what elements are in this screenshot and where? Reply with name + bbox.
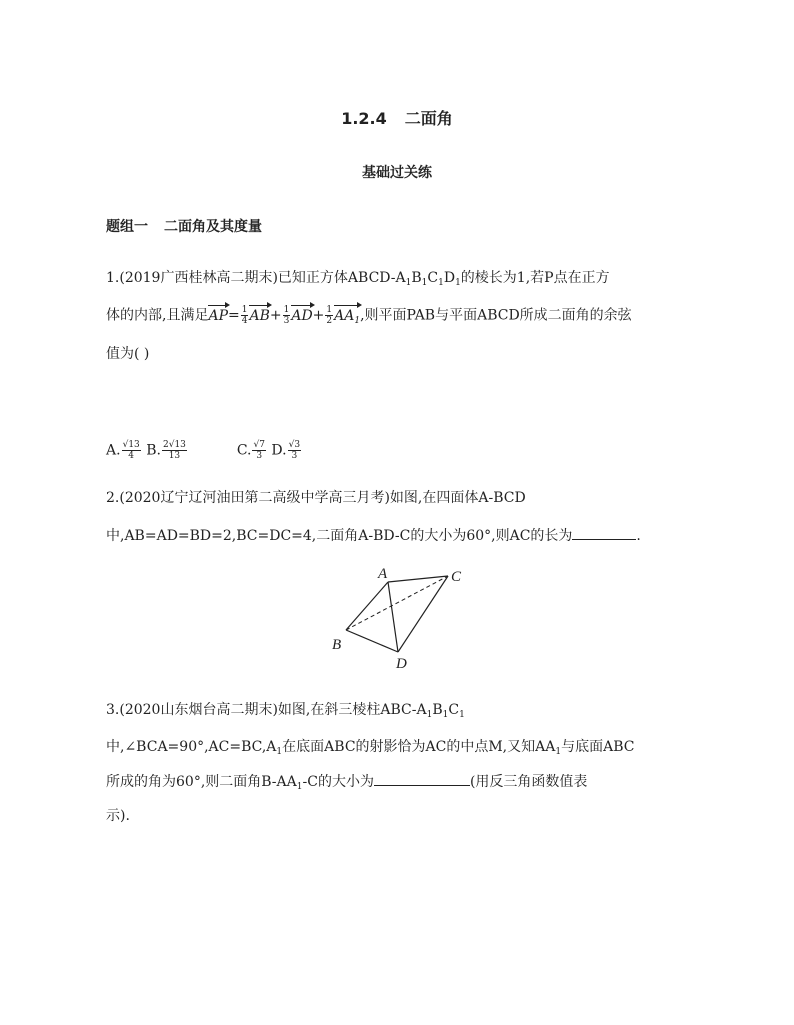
fraction-one-quarter <box>241 305 249 326</box>
section-title <box>0 106 794 129</box>
subscript: 1 <box>421 278 428 288</box>
option-a-label: A. <box>106 442 121 459</box>
q3-text: C <box>448 702 460 718</box>
radicand: 13 <box>174 440 186 450</box>
section-number: 1.2.4 <box>341 109 387 128</box>
sqrt-icon: √ <box>168 440 175 450</box>
vector-ab: AB <box>249 307 270 324</box>
radicand: 3 <box>294 440 301 450</box>
edge-bc-hidden <box>346 576 448 630</box>
q1-text: C <box>427 270 439 286</box>
denominator: 13 <box>168 451 181 461</box>
subscript: 1 <box>438 278 444 288</box>
question-1-line-1 <box>106 268 696 293</box>
denominator: 3 <box>291 451 298 461</box>
question-1-line-3: 值为( ) <box>106 346 150 362</box>
denominator: 3 <box>283 316 290 326</box>
sqrt-icon: √ <box>253 440 260 450</box>
numerator <box>252 440 265 451</box>
edge-bd <box>346 630 398 652</box>
radicand: 13 <box>128 440 140 450</box>
q1-text: B <box>411 270 422 286</box>
q2-text: . <box>636 528 641 544</box>
edge-ad <box>388 582 398 652</box>
vector-ap: AP <box>208 307 228 324</box>
subscript: 1 <box>459 710 465 720</box>
answer-blank[interactable] <box>374 785 470 786</box>
question-3-line-2 <box>106 737 696 762</box>
numerator: 1 <box>241 305 248 315</box>
denominator: 2 <box>326 316 333 326</box>
question-1-line-2 <box>106 305 696 331</box>
q3-text: 中,∠BCA=90°,AC=BC,A <box>106 739 277 755</box>
subscript: 1 <box>426 710 433 720</box>
q1-text: ,则平面PAB与平面ABCD所成二面角的余弦 <box>360 307 632 324</box>
fraction-one-third <box>283 305 291 326</box>
edge-cd <box>398 576 448 652</box>
q1-text: 的棱长为1,若P点在正方 <box>460 270 610 286</box>
subscript: 1 <box>455 278 461 288</box>
numerator <box>162 440 187 451</box>
denominator: 4 <box>241 316 248 326</box>
q3-text: 3.(2020山东烟台高二期末)如图,在斜三棱柱ABC-A <box>106 702 427 718</box>
q3-text: 所成的角为60°,则二面角B-AA <box>106 774 297 790</box>
question-2-line-1: 2.(2020辽宁辽河油田第二高级中学高三月考)如图,在四面体A-BCD <box>106 490 526 506</box>
subscript: 1 <box>354 315 361 326</box>
option-d-label: D. <box>271 442 287 459</box>
option-b-value <box>162 440 187 461</box>
q1-text: D <box>443 270 456 286</box>
coefficient: 2 <box>162 440 169 450</box>
section-subtitle: 基础过关练 <box>362 165 432 181</box>
numerator: 1 <box>283 305 290 315</box>
section-title-text: 二面角 <box>404 109 453 128</box>
group-title: 二面角及其度量 <box>164 219 262 235</box>
group-label: 题组一 <box>106 219 148 235</box>
subscript: 1 <box>442 710 449 720</box>
option-c-label: C. <box>236 442 252 459</box>
plus-sign: + <box>312 307 325 324</box>
question-group-heading <box>106 216 262 236</box>
option-c-value <box>252 440 265 461</box>
q3-text: -C的大小为 <box>302 774 374 790</box>
subscript: 1 <box>296 782 303 792</box>
q3-text: 在底面ABC的射影恰为AC的中点M,又知AA <box>282 739 556 755</box>
question-3-line-3 <box>106 772 696 797</box>
question-1-options <box>106 440 696 461</box>
radicand: 7 <box>259 440 265 450</box>
question-2-line-2 <box>106 526 696 546</box>
q1-text: 体的内部,且满足 <box>106 307 209 324</box>
sqrt-icon: √ <box>122 440 129 450</box>
edge-ab <box>346 582 388 630</box>
tetrahedron-diagram <box>326 560 476 672</box>
denominator: 3 <box>256 451 263 461</box>
answer-blank[interactable] <box>572 539 636 540</box>
vertex-label-b: B <box>332 637 342 653</box>
subscript: 1 <box>276 747 283 757</box>
plus-sign: + <box>269 307 282 324</box>
q3-text: 与底面ABC <box>561 739 635 755</box>
numerator: 1 <box>326 305 333 315</box>
q1-text: 1.(2019广西桂林高二期末)已知正方体ABCD-A <box>106 270 406 286</box>
subscript: 1 <box>405 278 412 288</box>
q3-text: B <box>432 702 443 718</box>
numerator <box>288 440 301 451</box>
sqrt-icon: √ <box>288 440 295 450</box>
option-b-label: B. <box>146 442 161 459</box>
vector-ad: AD <box>291 307 313 324</box>
vector-text: AA <box>334 307 355 324</box>
subscript: 1 <box>555 747 562 757</box>
fraction-one-half <box>325 305 333 326</box>
question-3-line-4: 示). <box>106 808 130 824</box>
vertex-label-c: C <box>451 569 462 585</box>
vector-aa1 <box>334 306 360 331</box>
denominator: 4 <box>128 451 135 461</box>
vertex-label-a: A <box>378 566 388 582</box>
q2-text: 中,AB=AD=BD=2,BC=DC=4,二面角A-BD-C的大小为60°,则AC的长为 <box>106 528 573 544</box>
option-a-value <box>122 440 141 461</box>
option-d-value <box>288 440 301 461</box>
question-3-line-1 <box>106 700 696 725</box>
equals-sign: = <box>227 307 240 324</box>
numerator <box>122 440 141 451</box>
vertex-label-d: D <box>396 656 407 672</box>
q3-text: (用反三角函数值表 <box>469 774 588 790</box>
tetrahedron-figure <box>326 560 476 672</box>
